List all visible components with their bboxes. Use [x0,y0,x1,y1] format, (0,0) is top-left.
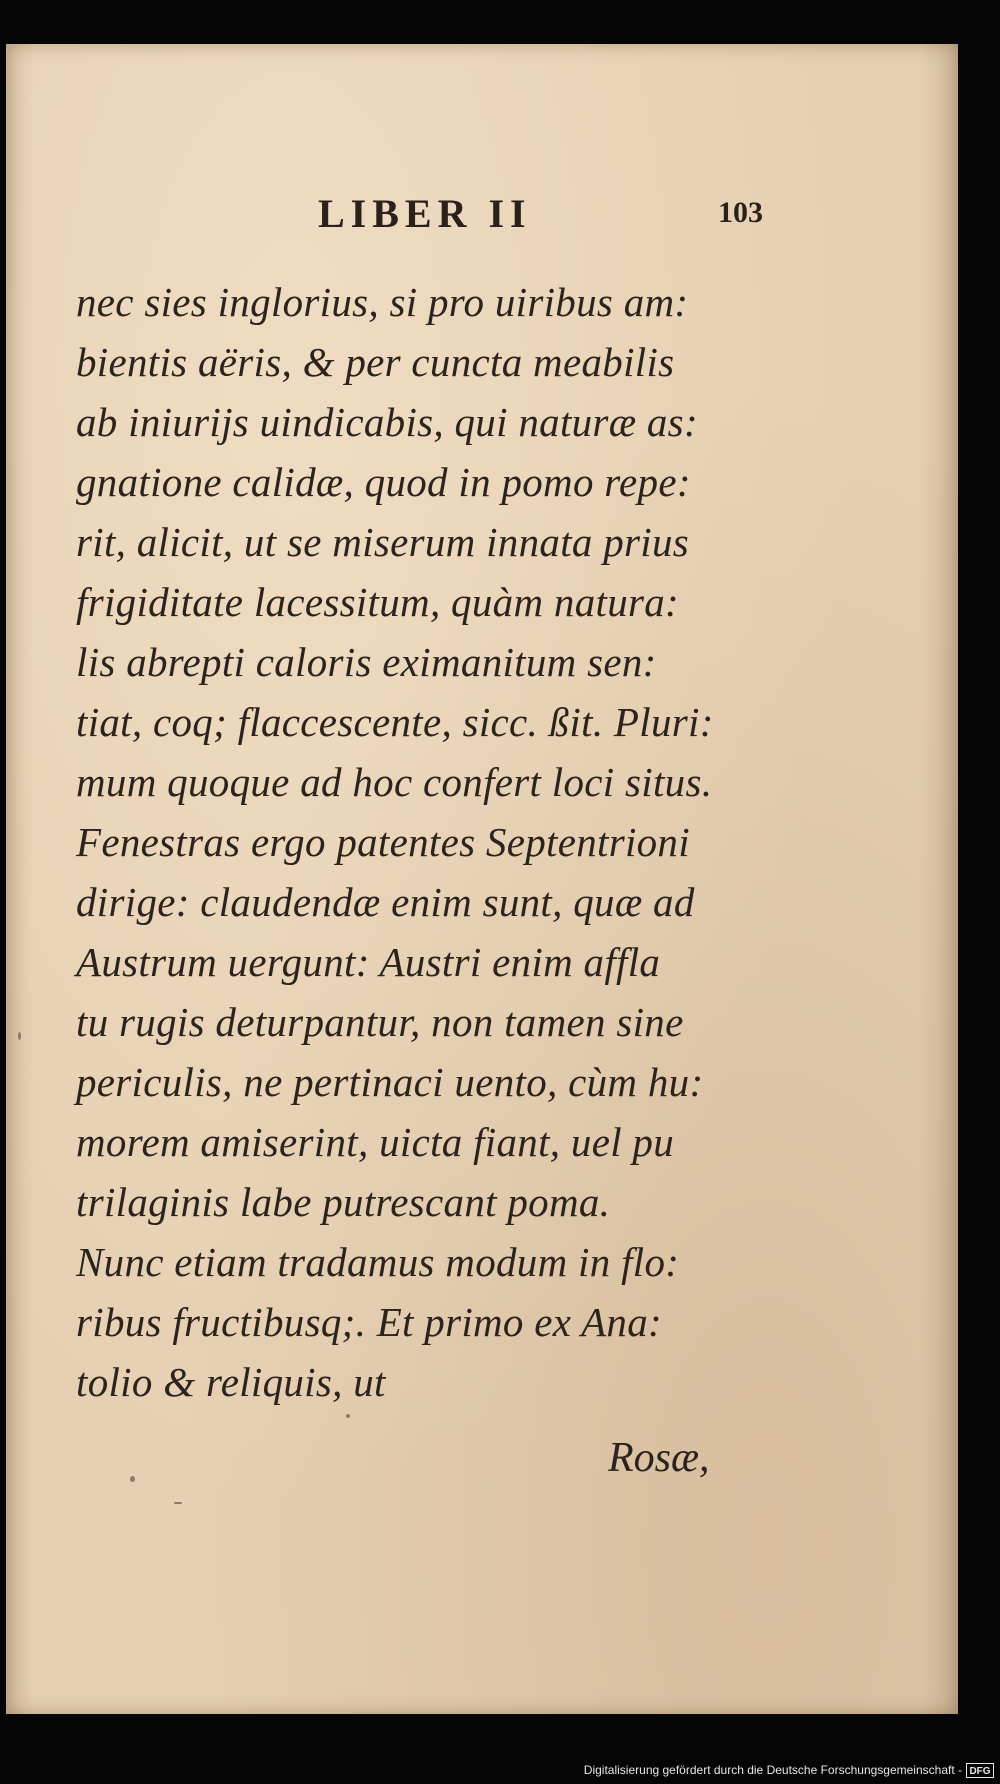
running-title: LIBER II [318,191,532,236]
running-head [6,190,958,250]
paper-speck [130,1476,135,1482]
text-line: gnatione calidæ, quod in pomo repe: [76,459,691,505]
text-line: mum quoque ad hoc confert loci situs. [76,759,713,805]
footer-bar [0,1760,1000,1784]
text-line: Nunc etiam tradamus modum in flo: [76,1239,680,1285]
body-text [76,272,776,1412]
text-line: frigiditate lacessitum, quàm natura: [76,579,679,625]
text-line: lis abrepti caloris eximanitum sen: [76,639,657,685]
digitization-credit: Digitalisierung gefördert durch die Deutsche Forschungsgemeinschaft - [583,1763,962,1777]
text-line: trilaginis labe putrescant poma. [76,1179,611,1225]
text-line: ab iniurijs uindicabis, qui naturæ as: [76,399,698,445]
paper-speck [18,1032,21,1040]
text-line: morem amiserint, uicta fiant, uel pu [76,1119,675,1165]
page-number: 103 [718,196,763,229]
dfg-logo: DFG [966,1763,994,1778]
catchword: Rosæ, [608,1435,710,1481]
text-line: tiat, coq; flaccescente, sicc. ßit. Pluri: [76,699,714,745]
text-line: tu rugis deturpantur, non tamen sine [76,999,684,1045]
paper-speck [346,1414,350,1418]
text-line: tolio & reliquis, ut [76,1359,386,1405]
text-line: Austrum uergunt: Austri enim affla [76,939,661,985]
text-line: Fenestras ergo patentes Septentrioni [76,819,690,865]
paper-speck [174,1502,182,1504]
text-line: rit, alicit, ut se miserum innata prius [76,519,690,565]
text-line: dirige: claudendæ enim sunt, quæ ad [76,879,695,925]
book-page [6,44,958,1714]
text-line: nec sies inglorius, si pro uiribus am: [76,279,689,325]
text-line: ribus fructibusq;. Et primo ex Ana: [76,1299,662,1345]
text-line: bientis aëris, & per cuncta meabilis [76,339,675,385]
text-line: periculis, ne pertinaci uento, cùm hu: [76,1059,704,1105]
